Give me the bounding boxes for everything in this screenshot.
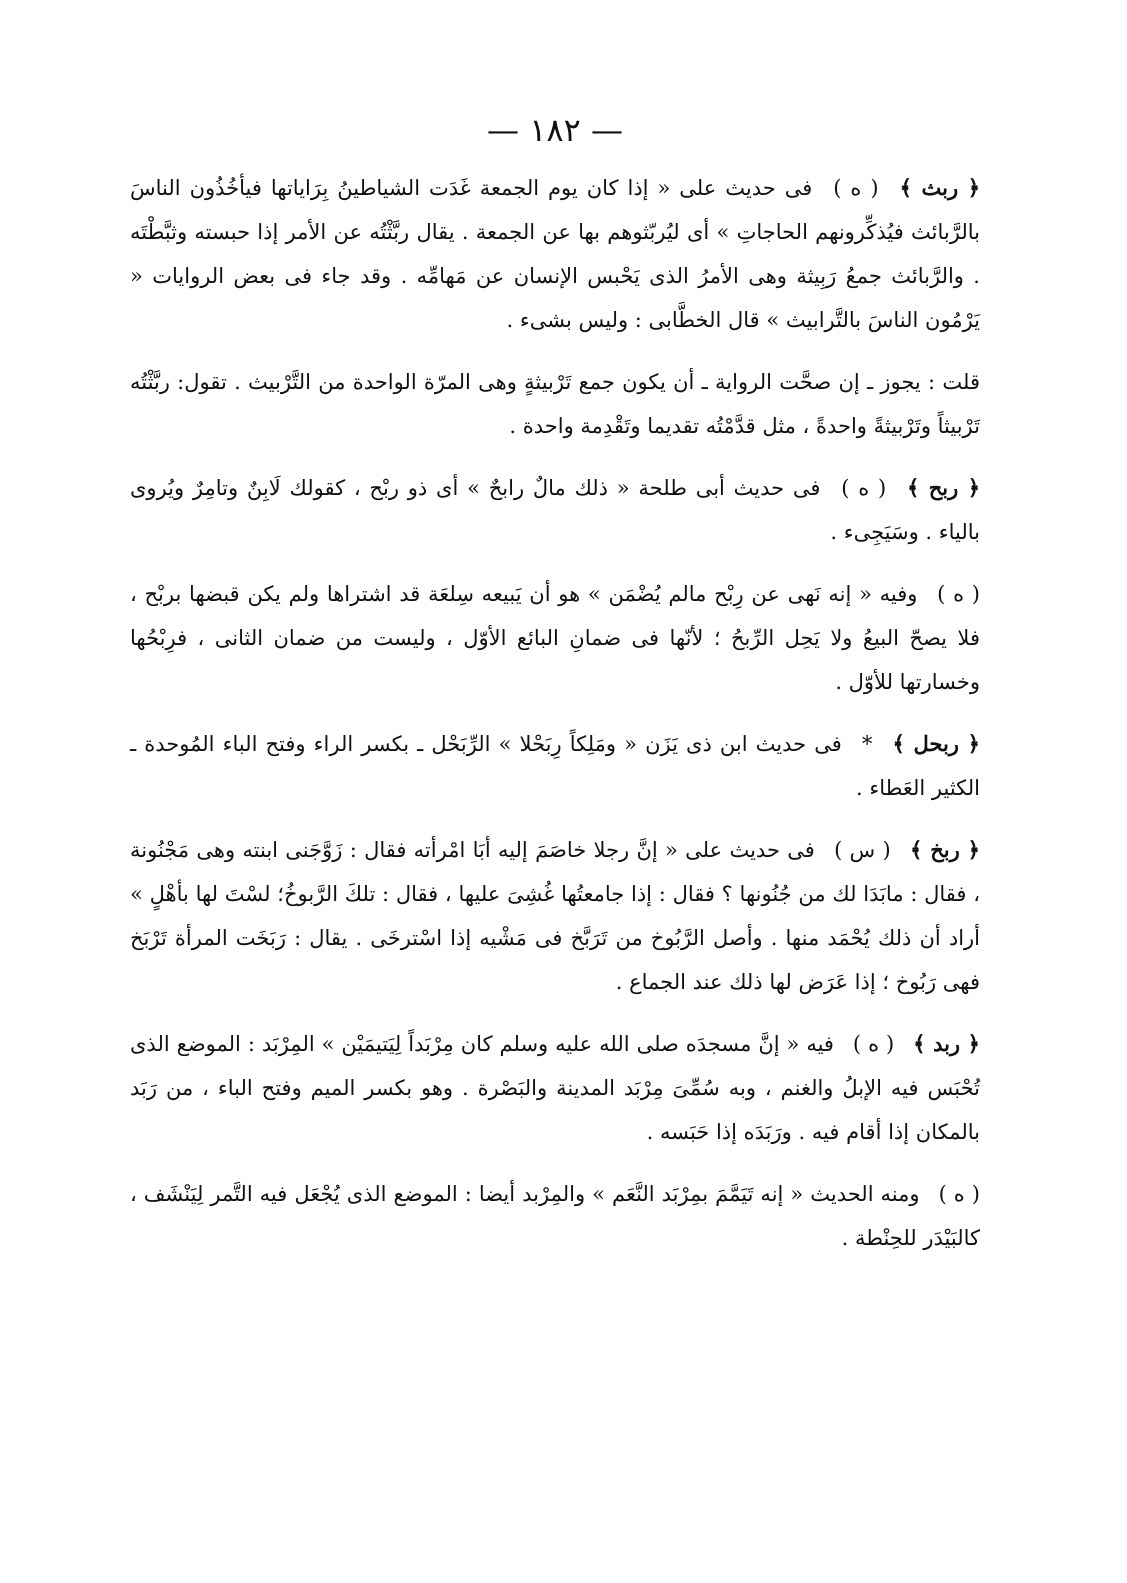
page-body	[130, 110, 980, 1278]
source-tag: ( ه )	[937, 582, 980, 606]
entry-rabah	[130, 466, 980, 554]
entry-rabahl	[130, 722, 980, 810]
entry-headword: ﴿ ربث ﴾	[899, 175, 980, 200]
entry-rabah-2	[130, 572, 980, 704]
source-tag: ( ه )	[852, 1032, 895, 1056]
entry-headword: ﴿ ربح ﴾	[907, 475, 981, 500]
entry-rabath	[130, 166, 980, 342]
entry-text: وفيه « إنه نَهى عن رِبْح مالم يُضْمَن » هو أن يَبيعه سِلعَة قد اشتراها ولم يكن قبضها بربْح ، فلا يصحّ البيعُ ولا يَحِل الرِّبحُ ؛ لأنّها فى ضمانِ البائع الأوّل ، وليست من ضمان الثانى ، فرِبْحُها وخسارتها للأوّل .	[130, 582, 980, 694]
entry-text: فى حديث على « إنَّ رجلا خاصَمَ إليه أبَا امْرأته فقال : زَوَّجَنى ابنته وهى مَجْنُونة ، فقال : مابَدَا لك من جُنُونها ؟ فقال : إذا جامعتُها غُشِىَ عليها ، فقال : تلكَ الرَّبوخُ؛ لسْتَ لها بأهْلٍ » أراد أن ذلك يُحْمَد منها . وأصل الرَّبُوخ من تَرَبَّخ فى مَشْيه إذا اسْترخَى . يقال : رَبَخَت المرأة تَرْبَخ فهى رَبُوخ ؛ إذا عَرَض لها ذلك عند الجماع .	[130, 838, 980, 994]
entry-rabad-2	[130, 1172, 980, 1260]
entry-rabakh	[130, 828, 980, 1004]
entry-text: ومنه الحديث « إنه تَيَمَّمَ بمِرْبَد النَّعَم » والمِرْبد أيضا : الموضع الذى يُجْعَل فيه التَّمر لِيَنْشَف ، كالبَيْدَر للحِنْطة .	[130, 1182, 980, 1250]
entry-text: فى حديث أبى طلحة « ذلك مالٌ رابحٌ » أى ذو ربْح ، كقولك لَابِنٌ وتامِرٌ ويُروى بالياء . وسَيَجِىء .	[130, 476, 980, 544]
entry-headword: ﴿ ربخ ﴾	[909, 837, 980, 862]
source-tag: ( ه )	[841, 476, 887, 500]
entry-text: قلت : يجوز ـ إن صحَّت الرواية ـ أن يكون جمع تَرْبيثةٍ وهى المرّة الواحدة من التَّرْبيث . تقول: ربَّثْتُه تَرْبيثاً وتَرْبيثةً واحدةً ، مثل قدَّمْتُه تقديما وتَقْدِمة واحدة .	[130, 370, 980, 438]
entry-headword: ﴿ ربحل ﴾	[892, 731, 980, 756]
source-tag: *	[861, 732, 873, 756]
source-tag: ( س )	[834, 838, 891, 862]
entry-rabad	[130, 1022, 980, 1154]
source-tag: ( ه )	[938, 1182, 980, 1206]
entry-commentary	[130, 360, 980, 448]
entry-headword: ﴿ ربد ﴾	[913, 1031, 980, 1056]
entry-text: فى حديث ابن ذى يَزَن « ومَلِكاً رِبَحْلا » الرِّبَحْل ـ بكسر الراء وفتح الباء المُوحدة ـ الكثير العَطاء .	[130, 732, 980, 800]
entry-text: فيه « إنَّ مسجدَه صلى الله عليه وسلم كان مِرْبَداً لِيَتيمَيْن » المِرْبَد : الموضع الذى تُحْبَس فيه الإبلُ والغنم ، وبه سُمِّىَ مِرْبَد المدينة والبَصْرة . وهو بكسر الميم وفتح الباء ، من رَبَد بالمكان إذا أقام فيه . ورَبَدَه إذا حَبَسه .	[130, 1032, 980, 1144]
entry-text: فى حديث على « إذا كان يوم الجمعة غَدَت الشياطينُ بِرَاياتها فيأخُذُون الناسَ بالرَّبائث فيُذكِّرونهم الحاجاتِ » أى ليُربّثوهم بها عن الجمعة . يقال ربَّثْتُه عن الأمر إذا حبسته وثبَّطْتَه . والرَّبائث جمعُ رَبِيثة وهى الأمرُ الذى يَحْبس الإنسان عن مَهامِّه . وقد جاء فى بعض الروايات « يَرْمُون الناسَ بالتَّرابيث » قال الخطَّابى : وليس بشىء .	[130, 176, 980, 332]
page-number: — ١٨٢ —	[487, 111, 623, 149]
source-tag: ( ه )	[833, 176, 879, 200]
